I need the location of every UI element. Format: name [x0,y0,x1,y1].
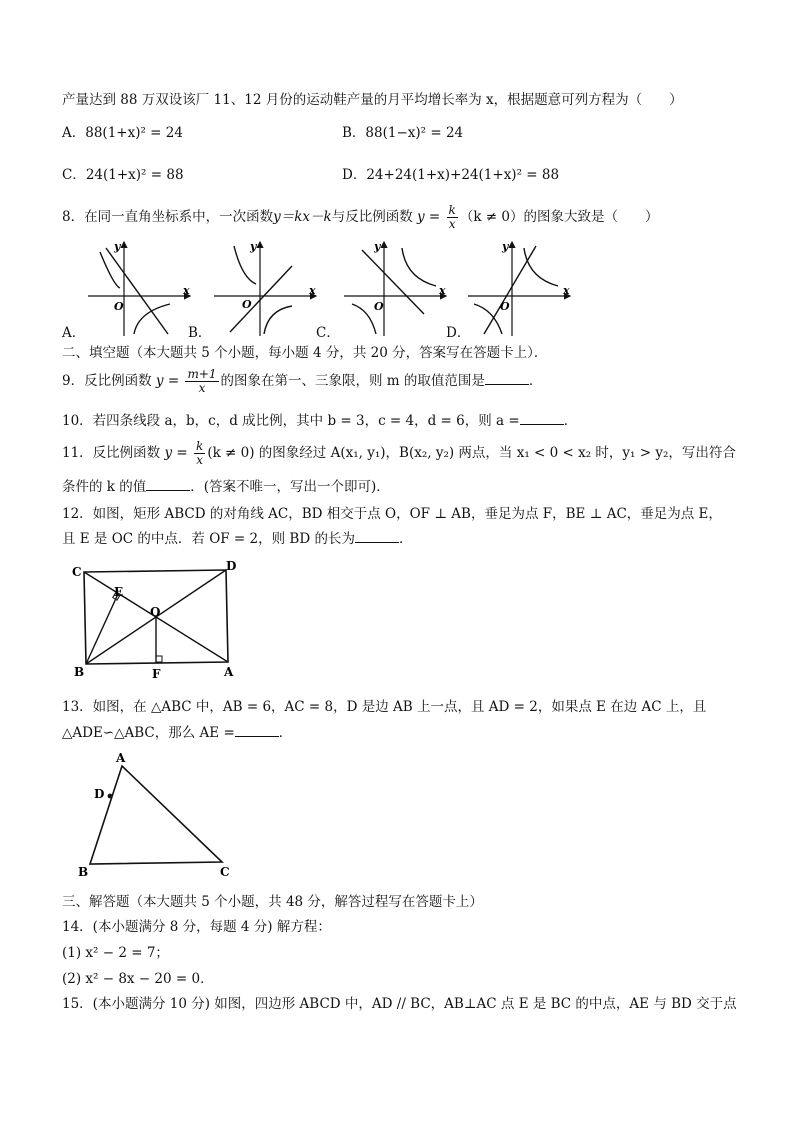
q8-prefix: 8．在同一直角坐标系中，一次函数 [62,209,274,225]
q9-fraction [185,368,218,395]
q8-graph-a [86,238,196,338]
q7-option-b: B．88(1−x)² = 24 [342,125,464,141]
q12-line1: 12．如图，矩形 ABCD 的对角线 AC，BD 相交于点 O，OF ⊥ AB，垂足为点 F，BE ⊥ AC，垂足为点 E， [62,506,722,522]
q9-numerator: m+1 [187,367,217,381]
q8-graph-c [342,238,452,338]
section-3-heading: 三、解答题（本大题共 5 个小题，共 48 分，解答过程写在答题卡上） [62,894,483,910]
q10-text: 10．若四条线段 a，b，c，d 成比例，其中 b = 3，c = 4，d = 6，则 a = [62,413,520,429]
q9: 9．反比例函数 y = $\frac{m+1}{x}$ 的图象在第一、三象限，则 m 的取值范围是 ． [62,367,543,395]
q12-line2: 且 E 是 OC 的中点．若 OF = 2，则 BD 的长为 ． [62,531,413,547]
q8b-x: x [309,284,316,297]
q11-line2: 条件的 k 的值 ．(答案不唯一，写出一个即可)． [62,479,390,495]
q12-label-e: E [114,585,124,599]
q12-rectangle-figure [66,558,246,682]
q14-part2: (2) x² − 8x − 20 = 0． [62,971,214,987]
q8c-x: x [439,284,446,297]
q11-fraction [194,440,205,467]
section-2-heading: 二、填空题（本大题共 5 个小题，每小题 4 分，共 20 分，答案写在答题卡上）． [62,345,548,361]
q10: 10．若四条线段 a，b，c，d 成比例，其中 b = 3，c = 4，d = 6，则 a = ． [62,413,578,429]
q8-linear-function: y＝kx－k [273,209,332,225]
q11-prefix: 11．反比例函数 [62,445,161,461]
q13-label-c: C [220,865,230,879]
q13-label-d: D [94,787,105,801]
q11-numerator: k [196,439,204,453]
q8d-origin: O [500,300,510,313]
q7-option-d: D．24+24(1+x)+24(1+x)² = 88 [342,167,560,183]
q8-condition: （k ≠ 0）的图象大致是（ ） [459,209,659,225]
q11-mid: (k ≠ 0) 的图象经过 A(x₁, y₁)，B(x₂, y₂) 两点，当 x₁ < 0 < x₂ 时，y₁ > y₂，写出符合 [207,445,736,461]
q8a-origin: O [114,300,124,313]
q12-label-d: D [226,559,237,573]
q8d-x: x [563,284,570,297]
q9-denominator: x [198,381,206,395]
q11-denominator: x [196,453,204,467]
q13-line2: △ADE∽△ABC，那么 AE = ． [62,725,293,741]
q14-part1: (1) x² − 2 = 7； [62,945,169,961]
q12-answer-blank [355,530,399,543]
q8c-origin: O [374,300,384,313]
q10-answer-blank [520,412,564,425]
q9-answer-blank [485,372,529,385]
q9-suffix: 的图象在第一、三象限，则 m 的取值范围是 [220,373,485,389]
q7-stem: 产量达到 88 万双设该厂 11、12 月份的运动鞋产量的月平均增长率为 x，根据题意可列方程为（ ） [62,92,683,108]
q13-label-b: B [78,865,89,879]
q13-line1: 13．如图，在 △ABC 中，AB = 6，AC = 8，D 是边 AB 上一点，且 AD = 2，如果点 E 在边 AC 上，且 [62,699,707,715]
q8c-y: y [374,240,381,253]
q12-label-c: C [72,565,82,579]
q13-answer-blank [235,724,279,737]
q8b-y: y [250,240,257,253]
q12-label-b: B [74,665,85,679]
q8-middle: 与反比例函数 [331,209,413,225]
q11-line1: 11．反比例函数 y = $\frac{k}{x}$ (k ≠ 0) 的图象经过 A(x₁, y₁)，B(x₂, y₂) 两点，当 x₁ < 0 < x₂ 时，y₁ > y₂，写出符合 [62,439,736,467]
q12-label-f: F [152,667,161,681]
q14-title: 14．(本小题满分 8 分，每题 4 分) 解方程： [62,919,331,935]
q13-label-a: A [116,751,126,765]
q8-label-c: C． [316,325,340,341]
q8-stem: 8．在同一直角坐标系中，一次函数y＝kx－k与反比例函数 y = $\frac{k}{x}$ （k ≠ 0）的图象大致是（ ） [62,203,659,231]
q12-label-a: A [224,665,234,679]
q8-graph-d [466,238,576,338]
q9-prefix: 9．反比例函数 [62,373,152,389]
q8b-origin: O [242,298,252,311]
q8-label-b: B． [188,325,212,341]
q12-label-o: O [150,605,161,619]
q8-label-d: D． [446,325,471,341]
q11-answer-blank [146,478,190,491]
q13-triangle-figure [74,748,244,880]
q8d-y: y [502,240,509,253]
q8a-y: y [114,240,121,253]
q15-text: 15．(本小题满分 10 分) 如图，四边形 ABCD 中，AD // BC，AB⊥AC 点 E 是 BC 的中点，AE 与 BD 交于点 [62,996,737,1012]
q7-option-a: A．88(1+x)² = 24 [62,125,183,141]
q8-label-a: A． [62,325,86,341]
q8-fraction: $\frac{k}{x}$ [448,203,456,231]
q7-option-c: C．24(1+x)² = 88 [62,167,184,183]
q8a-x: x [183,284,190,297]
q8-graph-b [212,238,322,338]
